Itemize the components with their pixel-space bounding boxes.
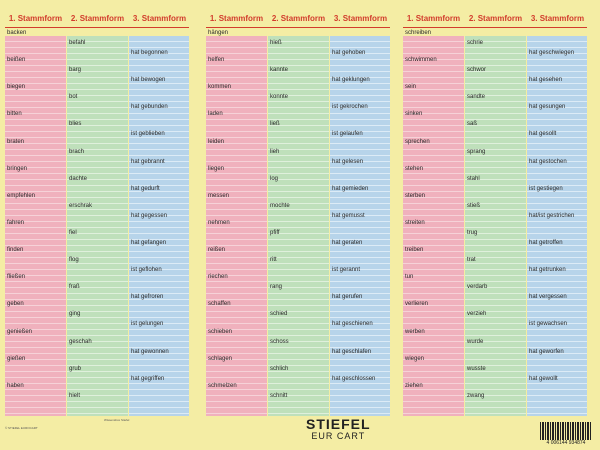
participle-cell: hat gebrannt	[131, 158, 165, 165]
column-headers	[5, 14, 189, 28]
column-header: 2. Stammform	[70, 14, 125, 23]
column-header: 3. Stammform	[333, 14, 388, 23]
participle-cell: hat geworfen	[529, 348, 564, 355]
copyright-text: © STIEFEL EUROCART	[5, 426, 38, 430]
infinitive-cell: fließen	[7, 274, 26, 281]
preterite-cell: zwang	[467, 392, 485, 399]
preterite-cell: konnte	[270, 94, 289, 101]
infinitive-cell: haben	[7, 382, 24, 389]
infinitive-cell: helfen	[208, 57, 225, 64]
preterite-cell: wurde	[467, 338, 484, 345]
infinitive-cell: bitten	[7, 111, 22, 118]
preterite-cell: schrie	[467, 40, 484, 46]
infinitive-cell: empfehlen	[7, 192, 36, 199]
header-rule	[403, 27, 587, 28]
participle-cell: hat gewonnen	[131, 348, 169, 355]
verb-grid	[206, 30, 390, 416]
infinitive-cell: bringen	[7, 165, 28, 172]
column-header: 3. Stammform	[132, 14, 187, 23]
preterite-cell: stahl	[467, 175, 480, 182]
preterite-cell: barg	[69, 67, 82, 74]
infinitive-cell: stehen	[405, 165, 424, 172]
header-rule	[206, 27, 390, 28]
infinitive-cell: beißen	[7, 57, 26, 64]
infinitive-cell: liegen	[208, 165, 225, 172]
preterite-cell: erschrak	[69, 202, 93, 209]
participle-cell: hat gesehen	[529, 77, 563, 84]
infinitive-cell: riechen	[208, 274, 228, 281]
preterite-cell: flog	[69, 257, 79, 264]
column-headers	[206, 14, 390, 28]
infinitive-cell: biegen	[7, 84, 26, 91]
infinitive-cell: leiden	[208, 138, 225, 145]
participle-cell: hat gewollt	[529, 375, 558, 382]
verb-grid	[5, 30, 189, 416]
preterite-cell: stieß	[467, 202, 481, 209]
preterite-cell: schied	[270, 311, 288, 318]
infinitive-cell: sprechen	[405, 138, 430, 145]
participle-cell: ist geblieben	[131, 131, 165, 138]
publisher-info: Wissensbox Stiefel	[104, 418, 130, 422]
infinitive-cell: finden	[7, 247, 24, 254]
preterite-cell: saß	[467, 121, 478, 128]
logo-top: STIEFEL	[306, 416, 371, 432]
column-header: 2. Stammform	[271, 14, 326, 23]
stiefel-logo	[306, 417, 371, 441]
infinitive-cell: schlagen	[208, 355, 233, 362]
preterite-cell: sandte	[467, 94, 486, 101]
preterite-cell: schwor	[467, 67, 487, 74]
infinitive-cell: geben	[7, 301, 24, 308]
participle-cell: ist geflohen	[131, 267, 162, 274]
infinitive-cell: verlieren	[405, 301, 429, 308]
infinitive-cell: nehmen	[208, 220, 230, 226]
preterite-cell: ließ	[270, 121, 280, 128]
preterite-cell: fiel	[69, 230, 77, 236]
participle-cell: hat gefroren	[131, 294, 164, 301]
column-header: 1. Stammform	[8, 14, 63, 23]
infinitive-cell: werben	[405, 328, 425, 335]
participle-cell: ist gelaufen	[332, 131, 363, 138]
infinitive-cell: hängen	[208, 30, 229, 36]
infinitive-cell: streiten	[405, 220, 425, 226]
participle-cell: hat gedurft	[131, 185, 160, 192]
panel-3	[403, 14, 587, 414]
preterite-cell: befahl	[69, 40, 86, 46]
infinitive-cell: kommen	[208, 84, 232, 91]
participle-cell: hat begonnen	[131, 50, 168, 56]
column-header: 2. Stammform	[468, 14, 523, 23]
header-rule	[5, 27, 189, 28]
preterite-cell: pfiff	[270, 230, 280, 236]
preterite-cell: schnitt	[270, 392, 288, 399]
participle-cell: hat gesungen	[529, 104, 566, 111]
preterite-cell: geschah	[69, 338, 92, 345]
infinitive-cell: genießen	[7, 328, 33, 335]
preterite-cell: brach	[69, 148, 85, 155]
preterite-cell: lieh	[270, 148, 280, 155]
verb-row	[206, 383, 390, 419]
preterite-cell: hieß	[270, 40, 282, 46]
participle-cell: hat geschlafen	[332, 348, 372, 355]
infinitive-cell: gießen	[7, 355, 26, 362]
participle-cell: hat gehoben	[332, 50, 366, 56]
participle-cell: hat geschlossen	[332, 375, 376, 382]
participle-cell: hat gestochen	[529, 158, 567, 165]
preterite-cell: verdarb	[467, 284, 488, 291]
infinitive-cell: braten	[7, 138, 25, 145]
participle-cell: ist gerannt	[332, 267, 361, 274]
column-header: 1. Stammform	[406, 14, 461, 23]
participle-cell: hat gesollt	[529, 131, 557, 138]
infinitive-cell: ziehen	[405, 382, 423, 389]
participle-cell: ist gekrochen	[332, 104, 368, 111]
preterite-cell: wusste	[467, 365, 486, 372]
column-headers	[403, 14, 587, 28]
preterite-cell: log	[270, 175, 279, 182]
preterite-cell: bot	[69, 94, 78, 101]
infinitive-cell: schmelzen	[208, 382, 237, 389]
participle-cell: hat gegriffen	[131, 375, 165, 382]
participle-cell: ist gestiegen	[529, 185, 563, 192]
infinitive-cell: fahren	[7, 220, 25, 226]
infinitive-cell: sinken	[405, 111, 423, 118]
infinitive-cell: laden	[208, 111, 223, 118]
barcode-number: 4 006144 934874	[540, 440, 592, 446]
infinitive-cell: schieben	[208, 328, 233, 335]
infinitive-cell: schwimmen	[405, 57, 437, 64]
infinitive-cell: schreiben	[405, 30, 432, 36]
participle-cell: hat vergessen	[529, 294, 567, 301]
preterite-cell: dachte	[69, 175, 88, 182]
participle-cell: hat gemieden	[332, 185, 369, 192]
panel-2	[206, 14, 390, 414]
preterite-cell: ritt	[270, 257, 277, 264]
participle-cell: hat getrunken	[529, 267, 566, 274]
participle-cell: hat gebunden	[131, 104, 168, 111]
infinitive-cell: schaffen	[208, 301, 231, 308]
preterite-cell: schoss	[270, 338, 289, 345]
preterite-cell: hielt	[69, 392, 81, 399]
verb-grid	[403, 30, 587, 416]
infinitive-cell: tun	[405, 274, 414, 281]
preterite-cell: verzieh	[467, 311, 487, 318]
participle-cell: hat geklungen	[332, 77, 370, 84]
verb-row	[5, 383, 189, 419]
panel-1	[5, 14, 189, 414]
participle-cell: hat geraten	[332, 240, 363, 246]
column-header: 3. Stammform	[530, 14, 585, 23]
participle-cell: hat gelesen	[332, 158, 364, 165]
preterite-cell: ging	[69, 311, 81, 318]
infinitive-cell: reißen	[208, 247, 226, 254]
preterite-cell: grub	[69, 365, 82, 372]
column-header: 1. Stammform	[209, 14, 264, 23]
preterite-cell: kannte	[270, 67, 289, 74]
participle-cell: hat gemusst	[332, 212, 365, 219]
preterite-cell: mochte	[270, 202, 290, 209]
participle-cell: hat geschienen	[332, 321, 373, 328]
participle-cell: hat gerufen	[332, 294, 363, 301]
infinitive-cell: sein	[405, 84, 417, 91]
participle-cell: hat getroffen	[529, 240, 563, 246]
preterite-cell: fraß	[69, 284, 80, 291]
participle-cell: hat geschwiegen	[529, 50, 575, 56]
infinitive-cell: backen	[7, 30, 27, 36]
participle-cell: ist gewachsen	[529, 321, 568, 328]
preterite-cell: schlich	[270, 365, 289, 372]
infinitive-cell: wiegen	[405, 355, 425, 362]
participle-cell: hat bewogen	[131, 77, 166, 84]
preterite-cell: trug	[467, 230, 478, 236]
participle-cell: hat gefangen	[131, 240, 167, 246]
preterite-cell: blies	[69, 121, 82, 128]
preterite-cell: trat	[467, 257, 476, 264]
logo-bottom: EUR CART	[311, 431, 366, 441]
participle-cell: hat gegessen	[131, 212, 168, 219]
preterite-cell: rang	[270, 284, 283, 291]
infinitive-cell: sterben	[405, 192, 426, 199]
participle-cell: hat/ist gestrichen	[529, 212, 575, 219]
verb-row	[403, 383, 587, 419]
infinitive-cell: treiben	[405, 247, 424, 254]
preterite-cell: sprang	[467, 148, 486, 155]
participle-cell: ist gelungen	[131, 321, 164, 328]
infinitive-cell: messen	[208, 192, 230, 199]
